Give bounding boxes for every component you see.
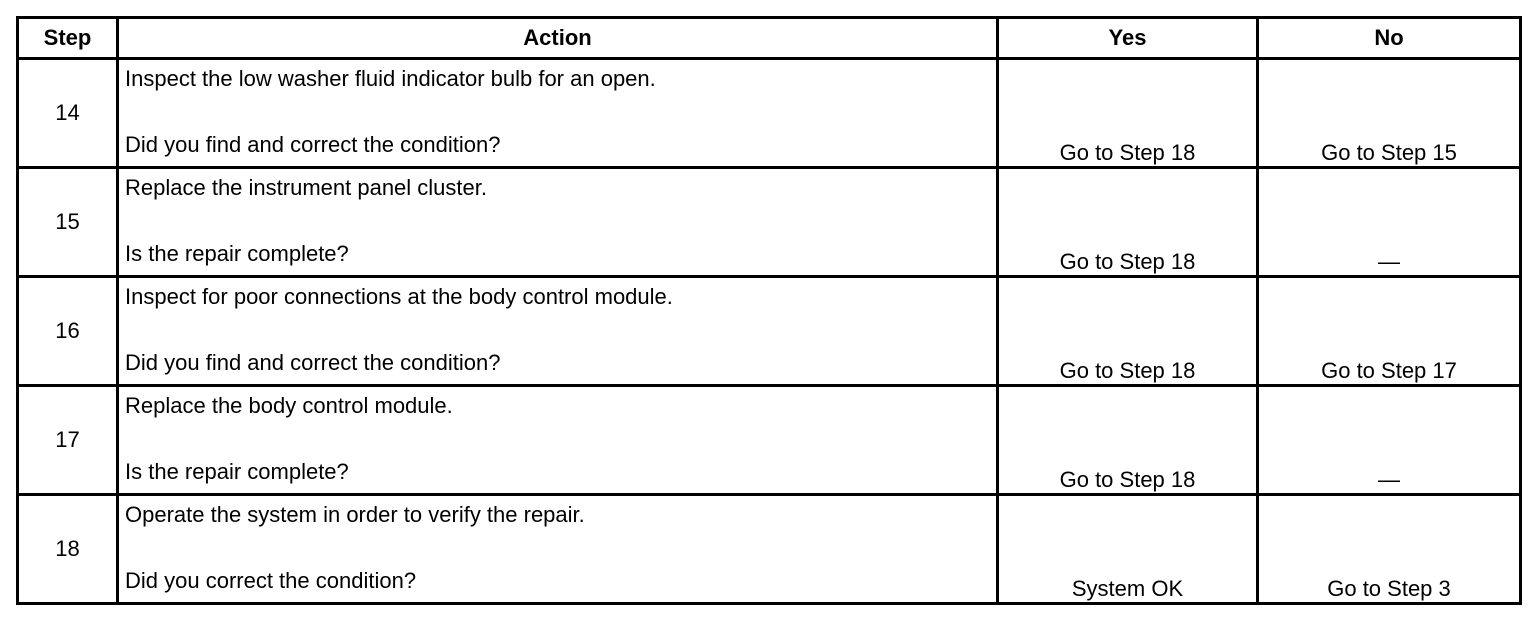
no-result: Go to Step 17 <box>1258 277 1521 386</box>
action-question: Did you correct the condition? <box>125 568 417 593</box>
diagnostic-table <box>16 16 1522 605</box>
action-question: Is the repair complete? <box>125 241 349 266</box>
header-row <box>18 18 1521 59</box>
action-question: Did you find and correct the condition? <box>125 350 501 375</box>
header-action: Action <box>118 18 998 59</box>
no-result: Go to Step 3 <box>1258 495 1521 604</box>
table-body <box>18 59 1521 604</box>
action-text: Replace the instrument panel cluster. <box>125 175 487 200</box>
action-cell <box>118 495 998 604</box>
action-text: Inspect the low washer fluid indicator bulb for an open. <box>125 66 656 91</box>
table-row <box>18 495 1521 604</box>
action-cell <box>118 59 998 168</box>
action-cell <box>118 386 998 495</box>
action-cell <box>118 277 998 386</box>
step-number: 17 <box>18 386 118 495</box>
action-text: Inspect for poor connections at the body control module. <box>125 284 673 309</box>
table-row <box>18 168 1521 277</box>
step-number: 16 <box>18 277 118 386</box>
yes-result: System OK <box>998 495 1258 604</box>
no-result: — <box>1258 386 1521 495</box>
table-row <box>18 386 1521 495</box>
header-step: Step <box>18 18 118 59</box>
yes-result: Go to Step 18 <box>998 168 1258 277</box>
step-number: 15 <box>18 168 118 277</box>
no-result: — <box>1258 168 1521 277</box>
yes-result: Go to Step 18 <box>998 59 1258 168</box>
header-yes: Yes <box>998 18 1258 59</box>
action-text: Operate the system in order to verify the repair. <box>125 502 585 527</box>
action-question: Did you find and correct the condition? <box>125 132 501 157</box>
table-row <box>18 59 1521 168</box>
step-number: 18 <box>18 495 118 604</box>
action-cell <box>118 168 998 277</box>
yes-result: Go to Step 18 <box>998 386 1258 495</box>
header-no: No <box>1258 18 1521 59</box>
action-question: Is the repair complete? <box>125 459 349 484</box>
no-result: Go to Step 15 <box>1258 59 1521 168</box>
table-header <box>18 18 1521 59</box>
step-number: 14 <box>18 59 118 168</box>
yes-result: Go to Step 18 <box>998 277 1258 386</box>
action-text: Replace the body control module. <box>125 393 453 418</box>
table-row <box>18 277 1521 386</box>
